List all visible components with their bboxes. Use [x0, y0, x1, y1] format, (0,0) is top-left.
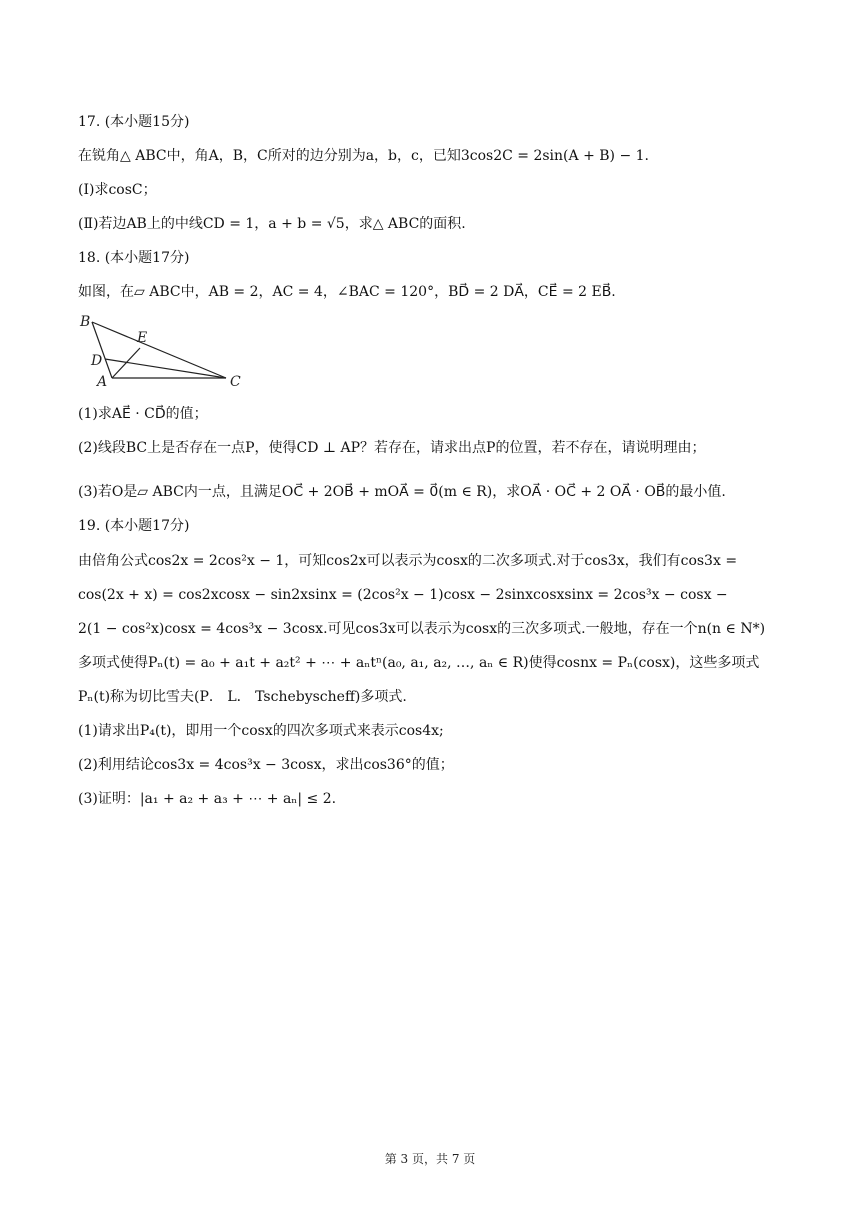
problem-18-header: 18. (本小题17分) — [78, 250, 190, 266]
problem-18-part-2: (2)线段BC上是否存在一点P，使得CD ⊥ AP？若存在，请求出点P的位置，若不存在，请说明理由； — [78, 440, 706, 456]
segment-ae — [112, 348, 140, 378]
label-c: C — [230, 374, 241, 390]
page-footer: 第 3 页，共 7 页 — [384, 1152, 476, 1166]
problem-19-part-1: (1)请求出P₄(t)，即用一个cosx的四次多项式来表示cos4x; — [78, 723, 444, 739]
label-a: A — [97, 374, 108, 390]
triangle-figure — [74, 310, 254, 392]
problem-18-part-3: (3)若O是▱ ABC内一点，且满足OC⃗ + 2OB⃗ + mOA⃗ = 0⃗(m ∈ R)，求OA⃗ · OC⃗ + 2 OA⃗ · OB⃗的最小值. — [78, 484, 726, 500]
problem-17-statement: 在锐角△ ABC中，角A，B，C所对的边分别为a，b，c，已知3cos2C = 2sin(A + B) − 1. — [78, 148, 649, 164]
problem-17-part-2: (Ⅱ)若边AB上的中线CD = 1，a + b = √5，求△ ABC的面积. — [78, 216, 466, 232]
problem-19-text-3: 2(1 − cos²x)cosx = 4cos³x − 3cosx.可见cos3x可以表示为cosx的三次多项式.一般地，存在一个n(n ∈ N*) — [78, 621, 766, 637]
problem-19-text-1: 由倍角公式cos2x = 2cos²x − 1，可知cos2x可以表示为cosx的二次多项式.对于cos3x，我们有cos3x = — [78, 553, 738, 569]
problem-19-text-5: Pₙ(t)称为切比雪夫(P． L． Tschebyscheff)多项式. — [78, 689, 407, 705]
segment-bc — [92, 322, 226, 378]
problem-19-part-3: (3)证明：|a₁ + a₂ + a₃ + ⋯ + aₙ| ≤ 2. — [78, 791, 337, 807]
problem-19-header: 19. (本小题17分) — [78, 518, 190, 534]
problem-19-part-2: (2)利用结论cos3x = 4cos³x − 3cosx，求出cos36°的值； — [78, 757, 454, 773]
problem-18-statement: 如图，在▱ ABC中，AB = 2，AC = 4，∠BAC = 120°，BD⃗ = 2 DA⃗，CE⃗ = 2 EB⃗. — [78, 284, 616, 300]
segment-dc — [105, 359, 226, 378]
problem-18-part-1: (1)求AE⃗ · CD⃗的值； — [78, 406, 208, 422]
problem-19-text-2: cos(2x + x) = cos2xcosx − sin2xsinx = (2cos²x − 1)cosx − 2sinxcosxsinx = 2cos³x − cosx − — [78, 587, 728, 603]
label-d: D — [91, 353, 103, 369]
problem-17-part-1: (Ⅰ)求cosC； — [78, 182, 157, 198]
segment-ba — [92, 322, 112, 378]
problem-17-header: 17. (本小题15分) — [78, 114, 190, 130]
problem-19-text-4: 多项式使得Pₙ(t) = a₀ + a₁t + a₂t² + ⋯ + aₙtⁿ(a₀, a₁, a₂, …, aₙ ∈ R)使得cosnx = Pₙ(cosx)，这些多项式 — [78, 655, 760, 671]
label-b: B — [80, 314, 91, 330]
label-e: E — [137, 330, 148, 346]
triangle-lines — [92, 322, 226, 378]
